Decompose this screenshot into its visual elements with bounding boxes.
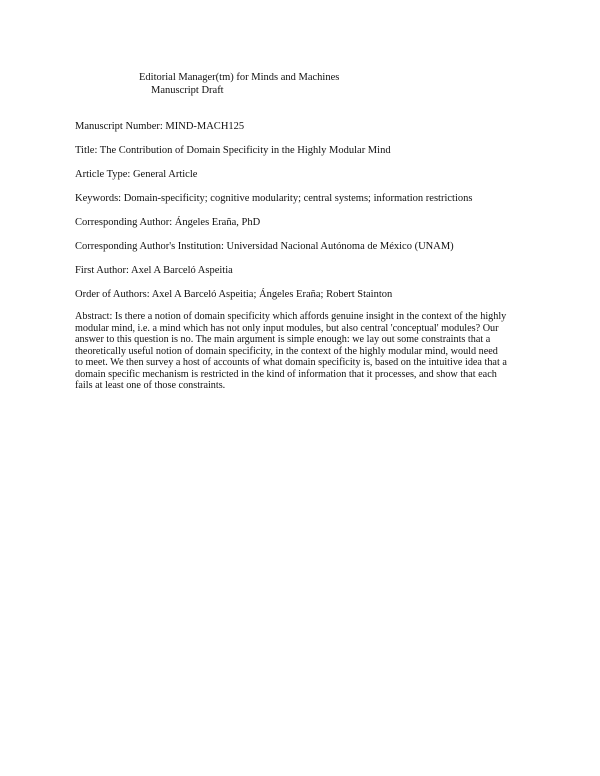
journal-header-line: Editorial Manager(tm) for Minds and Machines bbox=[139, 72, 340, 83]
manuscript-title: Title: The Contribution of Domain Specificity in the Highly Modular Mind bbox=[75, 145, 391, 156]
order-of-authors: Order of Authors: Axel A Barceló Aspeitia; Ángeles Eraña; Robert Stainton bbox=[75, 289, 393, 300]
corresponding-institution: Corresponding Author's Institution: Universidad Nacional Autónoma de México (UNAM) bbox=[75, 241, 454, 252]
manuscript-number: Manuscript Number: MIND-MACH125 bbox=[75, 121, 245, 132]
abstract-paragraph: Abstract: Is there a notion of domain specificity which affords genuine insight in the context of the highly modular mind, i.e. a mind which has not only input modules, but also central 'conceptual' modules? Our answer to this question is no. The main argument is simple enough: we lay out some constraints that a theoretically useful notion of domain specificity, in the context of the highly modular mind, would need to meet. We then survey a host of accounts of what domain specificity is, based on the intuitive idea that a domain specific mechanism is restricted in the kind of information that it processes, and show that each fails at least one of those constraints. bbox=[75, 311, 507, 391]
corresponding-author: Corresponding Author: Ángeles Eraña, PhD bbox=[75, 217, 261, 228]
keywords: Keywords: Domain-specificity; cognitive modularity; central systems; information restrictions bbox=[75, 193, 473, 204]
draft-status-line: Manuscript Draft bbox=[151, 85, 224, 96]
first-author: First Author: Axel A Barceló Aspeitia bbox=[75, 265, 233, 276]
article-type: Article Type: General Article bbox=[75, 169, 198, 180]
document-header bbox=[139, 71, 339, 97]
